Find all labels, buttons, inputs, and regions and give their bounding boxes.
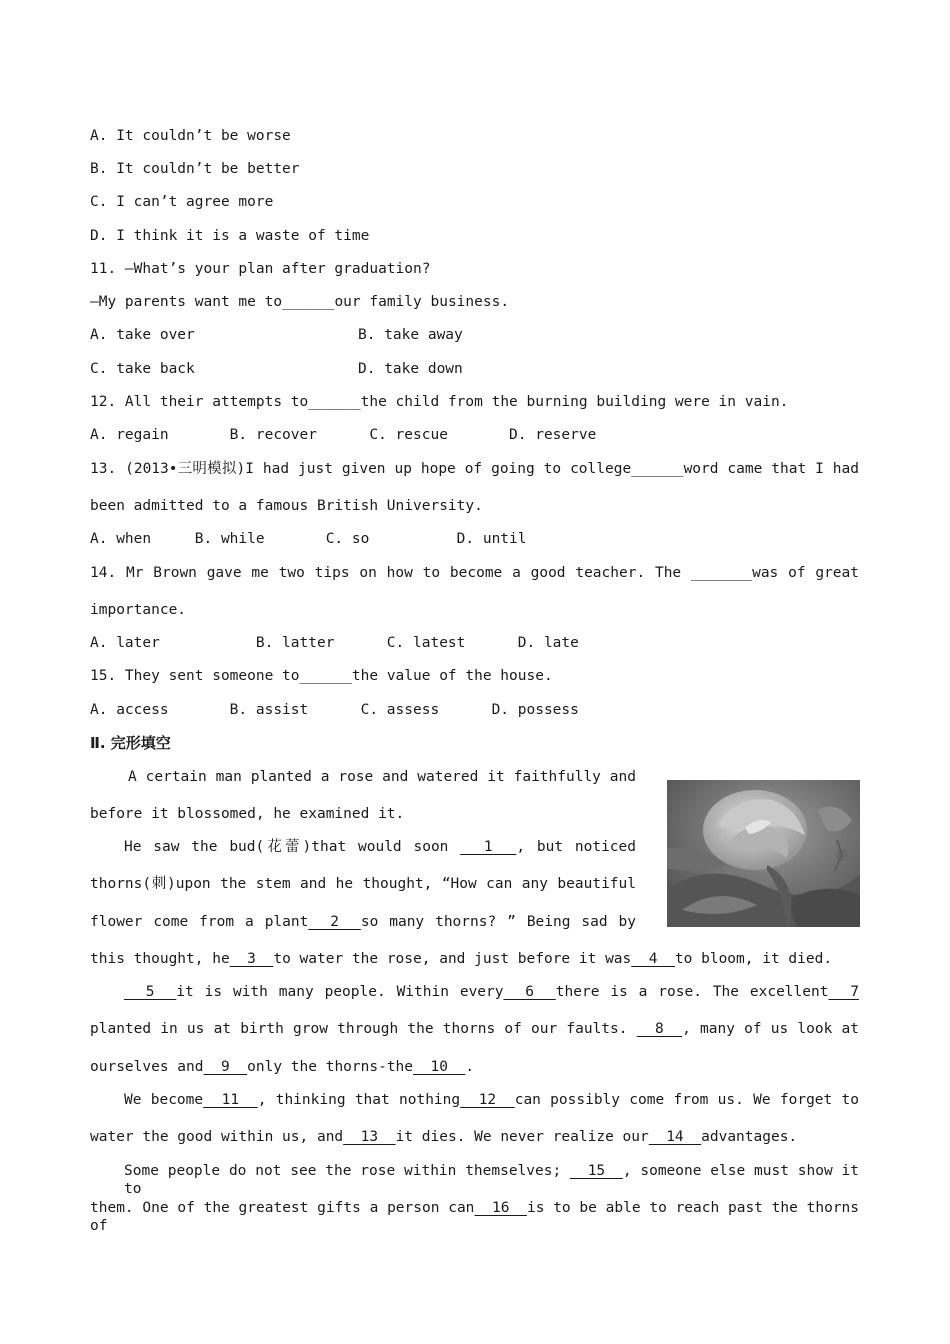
q13-options: A. when B. while C. so D. until: [90, 531, 527, 547]
q12-stem: 12. All their attempts to______the child from the burning building were in vain.: [90, 394, 789, 410]
q15-blank: ______: [299, 668, 352, 684]
q11-option-c: C. take back: [90, 361, 195, 377]
q15-stem: 15. They sent someone to______the value of the house.: [90, 668, 553, 684]
q11-blank: ______: [282, 294, 335, 310]
cloze-blank-14: 14: [648, 1129, 702, 1145]
cloze-blank-8: 8: [636, 1021, 683, 1037]
cloze-blank-9: 9: [203, 1059, 248, 1075]
cloze-blank-16: 16: [474, 1200, 527, 1216]
q10-option-c: C. I can’t agree more: [90, 194, 274, 210]
q11-option-b: B. take away: [358, 327, 463, 343]
passage-p4-line1: We become 11 , thinking that nothing 12 can possibly come from us. We forget to: [124, 1092, 860, 1108]
passage-p1-line2: before it blossomed, he examined it.: [90, 806, 405, 822]
q10-option-a: A. It couldn’t be worse: [90, 128, 291, 144]
q14-stem-line2: importance.: [90, 602, 187, 618]
q11-option-a: A. take over: [90, 327, 195, 343]
cloze-blank-10: 10: [413, 1059, 466, 1075]
passage-p5-line1: Some people do not see the rose within themselves; 15 , someone else must show it to: [124, 1163, 859, 1197]
q15-options: A. access B. assist C. assess D. possess: [90, 702, 579, 718]
cloze-blank-5: 5: [124, 984, 177, 1000]
q10-option-b: B. It couldn’t be better: [90, 161, 300, 177]
passage-p2-line4: this thought, he 3 to water the rose, and just before it was 4 to bloom, it died.: [90, 951, 833, 967]
cloze-blank-4: 4: [631, 951, 675, 967]
passage-p2-line1: He saw the bud(花蕾)that would soon 1 , but noticed: [124, 839, 636, 855]
cloze-blank-2: 2: [308, 914, 361, 930]
passage-p5-line2: them. One of the greatest gifts a person can 16 is to be able to reach past the thorns of: [90, 1200, 860, 1234]
q10-option-d: D. I think it is a waste of time: [90, 228, 370, 244]
passage-p3-line3: ourselves and 9 only the thorns-the 10 .: [90, 1059, 475, 1075]
q13-stem-line2: been admitted to a famous British University.: [90, 498, 483, 514]
passage-p4-line2: water the good within us, and 13 it dies. We never realize our 14 advantages.: [90, 1129, 798, 1145]
passage-p2-line3: flower come from a plant 2 so many thorns? ” Being sad by: [90, 914, 636, 930]
cloze-blank-11: 11: [203, 1092, 258, 1108]
section-title-cloze: Ⅱ. 完形填空: [90, 734, 171, 752]
cloze-blank-1: 1: [460, 839, 517, 855]
q12-blank: ______: [308, 394, 361, 410]
passage-p2-line2: thorns(刺)upon the stem and he thought, “How can any beautiful: [90, 876, 636, 892]
cloze-blank-6: 6: [503, 984, 556, 1000]
rose-photo: [667, 780, 860, 927]
cloze-blank-15: 15: [570, 1163, 623, 1179]
cloze-blank-13: 13: [343, 1129, 396, 1145]
q14-blank: _______: [690, 565, 753, 581]
passage-p3-line1: 5 it is with many people. Within every 6 there is a rose. The excellent 7: [124, 984, 859, 1000]
passage-p3-line2: planted in us at birth grow through the thorns of our faults. 8 , many of us look at: [90, 1021, 859, 1037]
q14-stem: 14. Mr Brown gave me two tips on how to become a good teacher. The _______was of great: [90, 565, 859, 581]
q14-options: A. later B. latter C. latest D. late: [90, 635, 579, 651]
q12-options: A. regain B. recover C. rescue D. reserve: [90, 427, 597, 443]
passage-p1-line1: A certain man planted a rose and watered it faithfully and: [128, 769, 636, 785]
q11-reply: —My parents want me to______our family business.: [90, 294, 510, 310]
q11-stem: 11. —What’s your plan after graduation?: [90, 261, 431, 277]
cloze-blank-3: 3: [229, 951, 274, 967]
q13-stem: 13. (2013•三明模拟)I had just given up hope of going to college______word came that I had: [90, 461, 859, 477]
cloze-blank-7: 7: [828, 984, 859, 1000]
cloze-blank-12: 12: [460, 1092, 515, 1108]
q11-option-d: D. take down: [358, 361, 463, 377]
q13-blank: ______: [631, 461, 684, 477]
